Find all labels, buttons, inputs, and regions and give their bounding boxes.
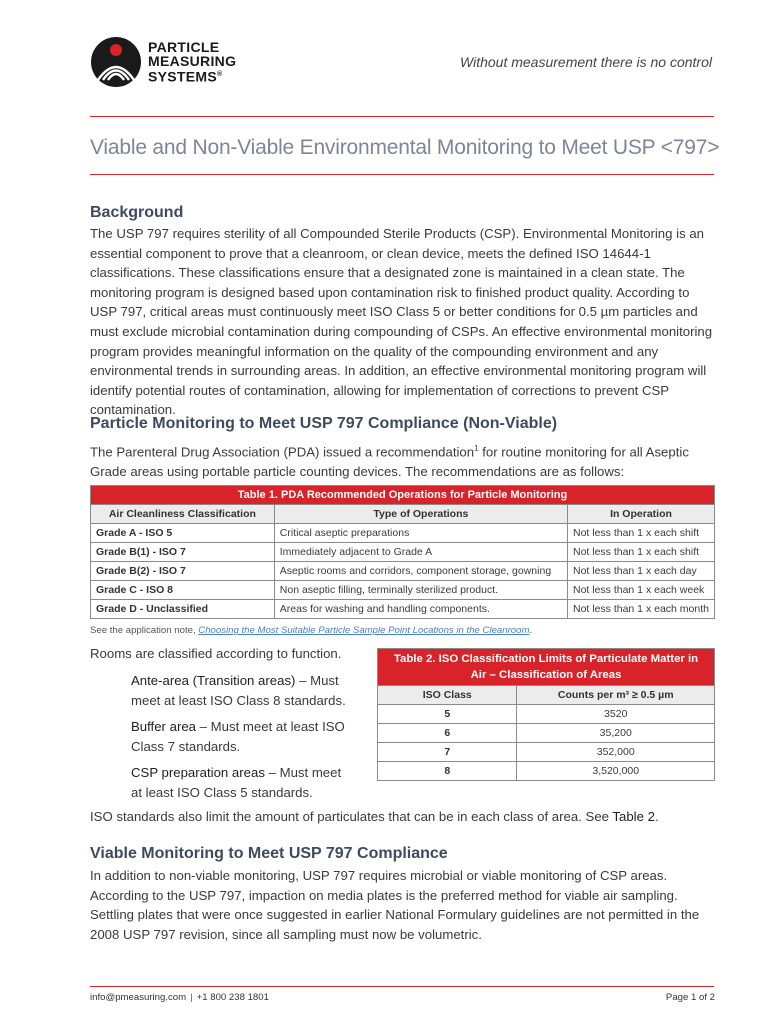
table-row [91,543,715,562]
table-cell: Not less than 1 x each week [567,581,714,600]
table-cell: Not less than 1 x each shift [567,543,714,562]
particle-text-start: The Parenteral Drug Association (PDA) issued a recommendation [90,444,475,460]
background-heading: Background [90,204,184,221]
document-title: Viable and Non-Viable Environmental Monitoring to Meet USP <797> [90,136,720,159]
logo-line-1: PARTICLE [148,39,220,55]
logo-wordmark [148,40,236,84]
table-row [378,743,715,762]
iso-note-text: ISO standards also limit the amount of particulates that can be in each class of area. See [90,809,613,824]
room-term: Buffer area [131,719,197,734]
table2-header: ISO Class [378,686,517,705]
table-cell: Grade B(2) - ISO 7 [91,562,275,581]
table-cell: Not less than 1 x each month [567,600,714,619]
table2-caption: Table 2. ISO Classification Limits of Particulate Matter in Air – Classification of Areas [378,649,715,686]
note-suffix: . [529,625,533,636]
table-cell: Not less than 1 x each day [567,562,714,581]
pda-operations-table [90,485,715,619]
table-cell: 6 [378,724,517,743]
room-term: Ante-area (Transition areas) [131,673,296,688]
table-cell: Immediately adjacent to Grade A [274,543,567,562]
table-row [378,762,715,781]
table-cell: Grade C - ISO 8 [91,581,275,600]
particle-heading: Particle Monitoring to Meet USP 797 Compliance (Non-Viable) [90,415,558,432]
table-cell: Not less than 1 x each shift [567,524,714,543]
logo-mark-icon [90,36,142,88]
company-logo [90,36,310,90]
room-term: CSP preparation areas [131,765,265,780]
table-cell: 8 [378,762,517,781]
footer-separator: | [190,992,193,1003]
table-cell: Grade B(1) - ISO 7 [91,543,275,562]
table-cell: 3,520,000 [517,762,715,781]
header-divider [90,116,714,117]
background-paragraph: The USP 797 requires sterility of all Compounded Sterile Products (CSP). Environmental Monitoring is an essential component to prove that a cleanroom, or clean device, meets the defined ISO 14644-1 classifications. These classifications ensure that a designated zone is maintained in a clean state. The monitoring program is designed based upon contamination risk to finished product quality. According to USP 797, critical areas must continuously meet ISO Class 5 or better conditions for 0.5 µm particles and must exclude microbial contamination during compounding of CSPs. An effective environmental monitoring program provides meaningful information on the quality of the compounding environment and any environmental trends in surrounding areas. In addition, an effective environmental monitoring program will identify potential routes of contamination, allowing for implementation of corrections to prevent CSP contamination. [90,226,713,418]
footnote-marker: 1 [474,444,479,453]
viable-heading: Viable Monitoring to Meet USP 797 Compliance [90,845,448,862]
table-cell: 5 [378,705,517,724]
particle-text-end: for routine monitoring for all Aseptic Grade areas using portable particle counting devices. The recommendations are as follows: [90,444,689,479]
logo-line-2: MEASURING [148,53,237,69]
footer-phone: +1 800 238 1801 [196,992,269,1003]
application-note-link[interactable]: Choosing the Most Suitable Particle Sample Point Locations in the Cleanroom [198,625,530,636]
registered-mark-icon: ® [217,71,223,78]
table-cell: 7 [378,743,517,762]
table-cell: Grade A - ISO 5 [91,524,275,543]
iso-note-paragraph [90,807,716,827]
table-row [378,724,715,743]
footer-email-link[interactable]: info@pmeasuring.com [90,992,187,1003]
table-cell: Critical aseptic preparations [274,524,567,543]
table2-header: Counts per m³ ≥ 0.5 µm [517,686,715,705]
table1-header: In Operation [567,505,714,524]
particle-paragraph [90,439,716,482]
table-cell: Areas for washing and handling components. [274,600,567,619]
list-item [131,763,351,802]
logo-line-3: SYSTEMS [148,68,218,85]
room-desc: – Must meet at least ISO Class 5 standards. [131,765,342,800]
application-note [90,625,532,636]
table1-header: Type of Operations [274,505,567,524]
page-number: Page 1 of 2 [665,992,715,1003]
table-cell: Aseptic rooms and corridors, component storage, gowning [274,562,567,581]
table-row [378,705,715,724]
table1-header: Air Cleanliness Classification [91,505,275,524]
table-cell: 35,200 [517,724,715,743]
table-cell: 3520 [517,705,715,724]
table-cell: Grade D - Unclassified [91,600,275,619]
list-item [131,671,351,710]
table-cell: 352,000 [517,743,715,762]
tagline: Without measurement there is no control [460,54,712,70]
table2-reference: Table 2 [612,809,655,824]
table-row [91,524,715,543]
room-desc: – Must meet at least ISO Class 8 standards. [131,673,346,708]
footer-divider [90,986,714,987]
iso-note-end: . [654,809,659,824]
title-divider [90,174,714,175]
table-row [91,581,715,600]
viable-paragraph: In addition to non-viable monitoring, USP 797 requires microbial or viable monitoring of CSP areas. According to the USP 797, impaction on media plates is the preferred method for viable air sampling. Settling plates that were once suggested in earlier National Formulary guidelines are not permitted in the 2008 USP 797 revision, since all sampling must now be volumetric. [90,868,700,942]
table-row [91,600,715,619]
note-prefix: See the application note, [90,625,199,636]
footer-contact [90,992,269,1003]
table-cell: Non aseptic filling, terminally sterilized product. [274,581,567,600]
room-desc: – Must meet at least ISO Class 7 standards. [131,719,345,754]
list-item [131,717,351,756]
rooms-intro: Rooms are classified according to function. [90,646,342,661]
table-row [91,562,715,581]
table1-caption: Table 1. PDA Recommended Operations for Particle Monitoring [91,486,715,505]
iso-classification-table [377,648,715,781]
